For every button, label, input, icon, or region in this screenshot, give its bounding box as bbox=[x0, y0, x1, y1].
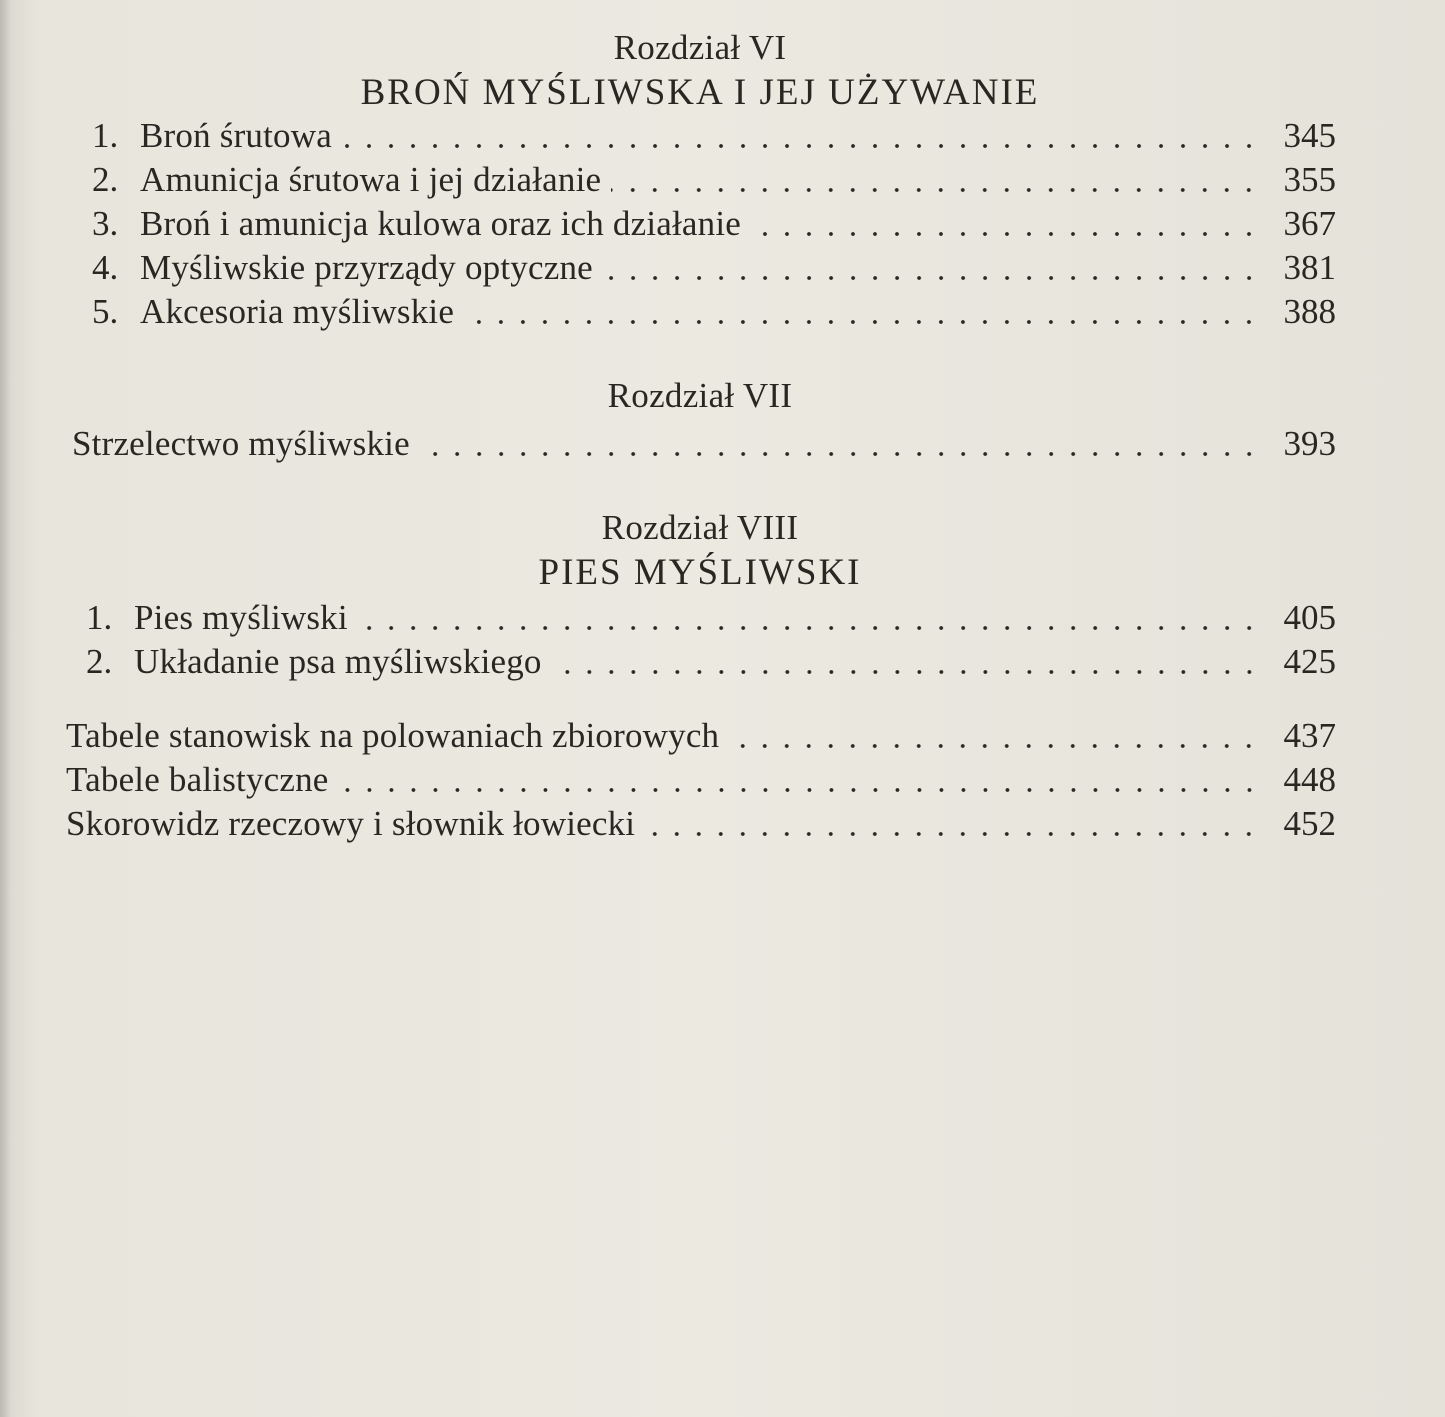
toc-entry[interactable] bbox=[92, 158, 1336, 202]
entry-label: Tabele stanowisk na polowaniach zbiorowych bbox=[66, 716, 720, 755]
entry-page: 388 bbox=[1283, 292, 1336, 331]
entry-page: 381 bbox=[1283, 248, 1336, 287]
entry-number: 1. bbox=[92, 116, 119, 155]
chapter-6-heading: Rozdział VI bbox=[613, 28, 787, 67]
toc-entry[interactable] bbox=[86, 596, 1336, 640]
dot-leader bbox=[611, 186, 1260, 194]
dot-leader bbox=[729, 742, 1260, 750]
entry-page: 355 bbox=[1283, 160, 1336, 199]
toc-entry[interactable] bbox=[66, 758, 1336, 802]
entry-label: Skorowidz rzeczowy i słownik łowiecki bbox=[66, 804, 636, 843]
dot-leader bbox=[603, 274, 1260, 282]
entry-label: Pies myśliwski bbox=[134, 598, 348, 637]
toc-entry[interactable] bbox=[66, 714, 1336, 758]
chapter-8-title: PIES MYŚLIWSKI bbox=[538, 552, 862, 593]
entry-label: Tabele balistyczne bbox=[66, 760, 329, 799]
dot-leader bbox=[358, 624, 1260, 632]
entry-number: 1. bbox=[86, 598, 113, 637]
entry-page: 437 bbox=[1283, 716, 1336, 755]
entry-page: 448 bbox=[1283, 760, 1336, 799]
chapter-8-heading: Rozdział VIII bbox=[601, 508, 799, 547]
dot-leader bbox=[552, 668, 1260, 676]
toc-entry[interactable] bbox=[72, 422, 1336, 466]
toc-entry[interactable] bbox=[66, 802, 1336, 846]
toc-entry[interactable] bbox=[86, 640, 1336, 684]
entry-label: Amunicja śrutowa i jej działanie bbox=[140, 160, 602, 199]
chapter-7-heading: Rozdział VII bbox=[607, 376, 793, 415]
dot-leader bbox=[464, 318, 1260, 326]
toc-entry[interactable] bbox=[92, 202, 1336, 246]
entry-label: Broń i amunicja kulowa oraz ich działanie bbox=[140, 204, 742, 243]
toc-entry[interactable] bbox=[92, 290, 1336, 334]
dot-leader bbox=[645, 830, 1260, 838]
entry-label: Strzelectwo myśliwskie bbox=[72, 424, 410, 463]
dot-leader bbox=[339, 786, 1260, 794]
entry-number: 5. bbox=[92, 292, 119, 331]
entry-page: 425 bbox=[1283, 642, 1336, 681]
entry-number: 3. bbox=[92, 204, 119, 243]
dot-leader bbox=[751, 230, 1260, 238]
entry-label: Broń śrutowa bbox=[140, 116, 332, 155]
dot-leader bbox=[420, 450, 1260, 458]
entry-page: 452 bbox=[1283, 804, 1336, 843]
entry-label: Myśliwskie przyrządy optyczne bbox=[140, 248, 593, 287]
entry-page: 367 bbox=[1283, 204, 1336, 243]
entry-number: 2. bbox=[86, 642, 113, 681]
entry-page: 405 bbox=[1283, 598, 1336, 637]
dot-leader bbox=[342, 142, 1260, 150]
entry-page: 345 bbox=[1283, 116, 1336, 155]
toc-entry[interactable] bbox=[92, 114, 1336, 158]
entry-label: Akcesoria myśliwskie bbox=[140, 292, 455, 331]
page-edge-shadow bbox=[0, 0, 10, 1417]
entry-number: 4. bbox=[92, 248, 119, 287]
entry-label: Układanie psa myśliwskiego bbox=[134, 642, 542, 681]
entry-page: 393 bbox=[1283, 424, 1336, 463]
entry-number: 2. bbox=[92, 160, 119, 199]
chapter-6-title: BROŃ MYŚLIWSKA I JEJ UŻYWANIE bbox=[360, 72, 1040, 113]
toc-entry[interactable] bbox=[92, 246, 1336, 290]
